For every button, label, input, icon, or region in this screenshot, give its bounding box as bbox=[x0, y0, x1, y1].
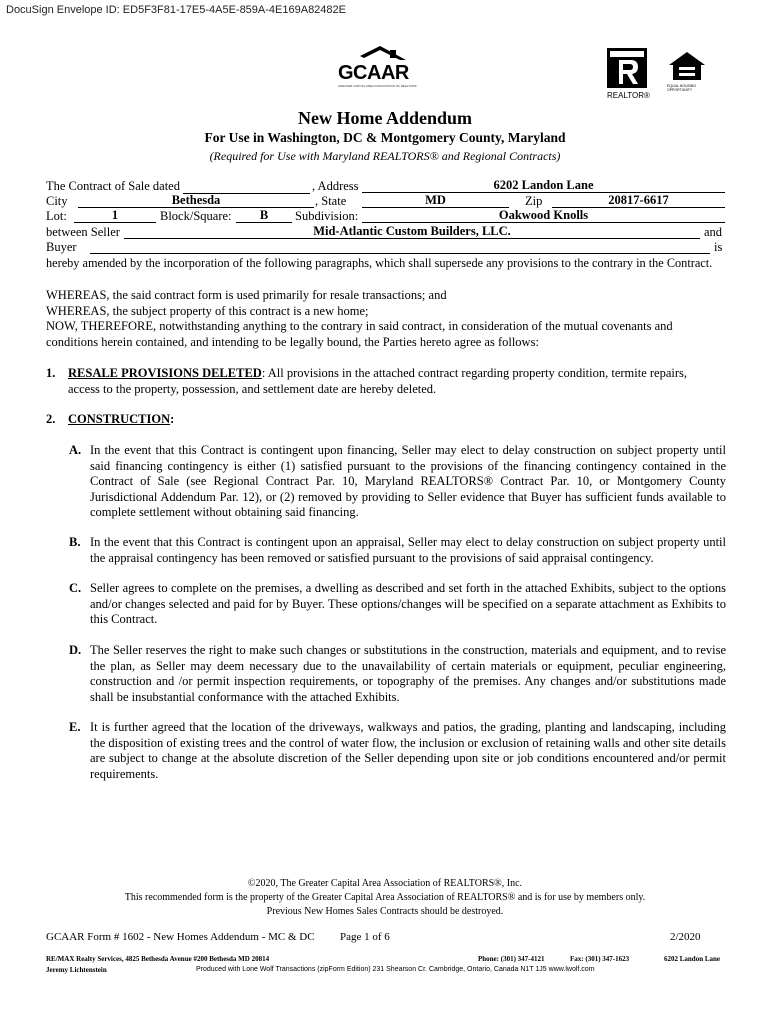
whereas-line-2: WHEREAS, the subject property of this contract is a new home; bbox=[46, 304, 369, 318]
seller-label: between Seller bbox=[46, 225, 120, 239]
is-label: is bbox=[714, 240, 723, 254]
item-d-text: The Seller reserves the right to make such changes or substitutions in the construction, materials and equipment, and to revise the plan, as Seller may deem necessary due to the unavailability of certain materials or equipment, peculiar engineering, construction and /or permit inspection requirements, or topography of the premises. Any changes and/or substitutions made shall be insubstantial conformance with the attached Exhibits. bbox=[90, 643, 726, 704]
document-title: New Home Addendum bbox=[297, 108, 472, 128]
footer-recommended: This recommended form is the property of the Greater Capital Area Association of REALTORS® and is for use by members only. bbox=[124, 892, 646, 903]
footer-fax: Fax: (301) 347-1623 bbox=[570, 955, 630, 963]
footer-produced: Produced with Lone Wolf Transactions (zipForm Edition) 231 Shearson Cr. Cambridge, Ontario, Canada N1T 1J5 www.lwolf.com bbox=[196, 966, 595, 973]
block-label: Block/Square: bbox=[160, 209, 232, 223]
section-1-text-1: : All provisions in the attached contract regarding property condition, termite repairs, bbox=[261, 366, 688, 380]
footer-brokerage: RE/MAX Realty Services, 4825 Bethesda Avenue #200 Bethesda MD 20814 bbox=[46, 955, 270, 963]
document-subtitle: For Use in Washington, DC & Montgomery County, Maryland bbox=[204, 130, 566, 145]
section-1-line-1 bbox=[68, 366, 687, 380]
footer-copyright: ©2020, The Greater Capital Area Association of REALTORS®, Inc. bbox=[247, 878, 523, 889]
document-note: (Required for Use with Maryland REALTORS® and Regional Contracts) bbox=[209, 149, 561, 163]
zip-label: Zip bbox=[525, 194, 543, 208]
state-label: , State bbox=[315, 194, 347, 208]
city-label: City bbox=[46, 194, 68, 208]
gcaar-logo bbox=[334, 42, 430, 92]
buyer-label: Buyer bbox=[46, 240, 77, 254]
item-a-text: In the event that this Contract is contingent upon financing, Seller may elect to delay construction on subject property until said financing contingency is either (1) satisfied pursuant to the provisions of the financing contingency contained in the Contract of Sale (see Regional Contract Par. 10, Maryland REALTORS® Contract Par. 10, or Montgomery County Jurisdictional Addendum Par. 12), or (2) removed by providing to Seller evidence that Buyer has sufficient funds available to complete settlement without obtaining said financing. bbox=[90, 443, 726, 519]
gcaar-wordmark: GCAAR bbox=[338, 62, 409, 84]
item-e-letter: E. bbox=[69, 720, 81, 734]
equal-housing-icon bbox=[667, 50, 707, 82]
contract-dated-field[interactable] bbox=[183, 179, 310, 194]
whereas-line-3: NOW, THEREFORE, notwithstanding anything to the contrary in said contract, in consideration of the mutual covenants and bbox=[46, 319, 673, 333]
footer-agent: Jeremy Lichtenstein bbox=[46, 966, 107, 974]
and-label: and bbox=[704, 225, 723, 239]
footer-property: 6202 Landon Lane bbox=[664, 955, 721, 963]
buyer-field[interactable] bbox=[90, 239, 710, 254]
zip-field[interactable]: 20817-6617 bbox=[552, 193, 725, 208]
city-field[interactable]: Bethesda bbox=[78, 193, 314, 208]
contract-dated-label: The Contract of Sale dated bbox=[46, 179, 180, 193]
section-2-number: 2. bbox=[46, 412, 56, 426]
footer-destroyed: Previous New Homes Sales Contracts should be destroyed. bbox=[266, 906, 504, 917]
address-field[interactable]: 6202 Landon Lane bbox=[362, 178, 725, 193]
equal-housing-logo bbox=[667, 50, 713, 96]
section-2-colon: : bbox=[170, 412, 175, 426]
address-label: , Address bbox=[312, 179, 359, 193]
footer-form-id: GCAAR Form # 1602 - New Homes Addendum - MC & DC bbox=[46, 931, 315, 943]
subdivision-field[interactable]: Oakwood Knolls bbox=[362, 208, 725, 223]
amend-text: hereby amended by the incorporation of the following paragraphs, which shall supersede any provisions to the contrary in the Contract. bbox=[46, 256, 713, 270]
footer-phone: Phone: (301) 347-4121 bbox=[478, 955, 545, 963]
item-b-text: In the event that this Contract is contingent upon an appraisal, Seller may elect to delay construction on subject property until the appraisal contingency has been removed or satisfied pursuant to the provisions of said appraisal contingency. bbox=[90, 535, 726, 565]
item-c-letter: C. bbox=[69, 581, 82, 595]
section-2-heading: CONSTRUCTION bbox=[68, 412, 171, 426]
item-a-letter: A. bbox=[69, 443, 82, 457]
realtor-logo bbox=[607, 48, 659, 102]
docusign-envelope-id: DocuSign Envelope ID: ED5F3F81-17E5-4A5E-859A-4E169A82482E bbox=[6, 4, 346, 16]
whereas-line-1: WHEREAS, the said contract form is used primarily for resale transactions; and bbox=[46, 288, 447, 302]
block-field[interactable]: B bbox=[236, 208, 292, 223]
realtor-label: REALTOR® bbox=[607, 91, 650, 100]
section-1-line-2: access to the property, possession, and settlement date are hereby deleted. bbox=[68, 382, 437, 396]
lot-label: Lot: bbox=[46, 209, 67, 223]
section-2-heading-line bbox=[68, 412, 174, 426]
footer-page-number: Page 1 of 6 bbox=[340, 931, 390, 943]
item-c-text: Seller agrees to complete on the premises, a dwelling as described and set forth in the attached Exhibits, subject to the options and/or changes selected and paid for by Buyer. These options/changes will be specified on a separate attachment as Exhibits to this Contract. bbox=[90, 581, 726, 626]
state-field[interactable]: MD bbox=[362, 193, 509, 208]
gcaar-tagline: GREATER CAPITAL AREA ASSOCIATION OF REALTORS bbox=[338, 84, 417, 88]
item-e-text: It is further agreed that the location of the driveways, walkways and patios, the grading, planting and landscaping, including the disposition of existing trees and the control of water flow, the inclusion or exclusion of retaining walls and other site details are subject to change at the absolute discretion of the Seller depending upon site or job conditions encountered and/or permit requirements. bbox=[90, 720, 726, 781]
item-b-letter: B. bbox=[69, 535, 81, 549]
section-1-number: 1. bbox=[46, 366, 56, 380]
seller-field[interactable]: Mid-Atlantic Custom Builders, LLC. bbox=[124, 224, 700, 239]
lot-field[interactable]: 1 bbox=[74, 208, 156, 223]
equal-housing-label: EQUAL HOUSING OPPORTUNITY bbox=[667, 84, 697, 92]
whereas-line-4: conditions herein contained, and intending to be legally bound, the Parties hereto agree as follows: bbox=[46, 335, 539, 349]
section-1-heading: RESALE PROVISIONS DELETED bbox=[68, 366, 262, 380]
item-d-letter: D. bbox=[69, 643, 82, 657]
subdivision-label: Subdivision: bbox=[295, 209, 359, 223]
footer-form-date: 2/2020 bbox=[670, 931, 701, 943]
realtor-r-icon bbox=[607, 48, 647, 88]
